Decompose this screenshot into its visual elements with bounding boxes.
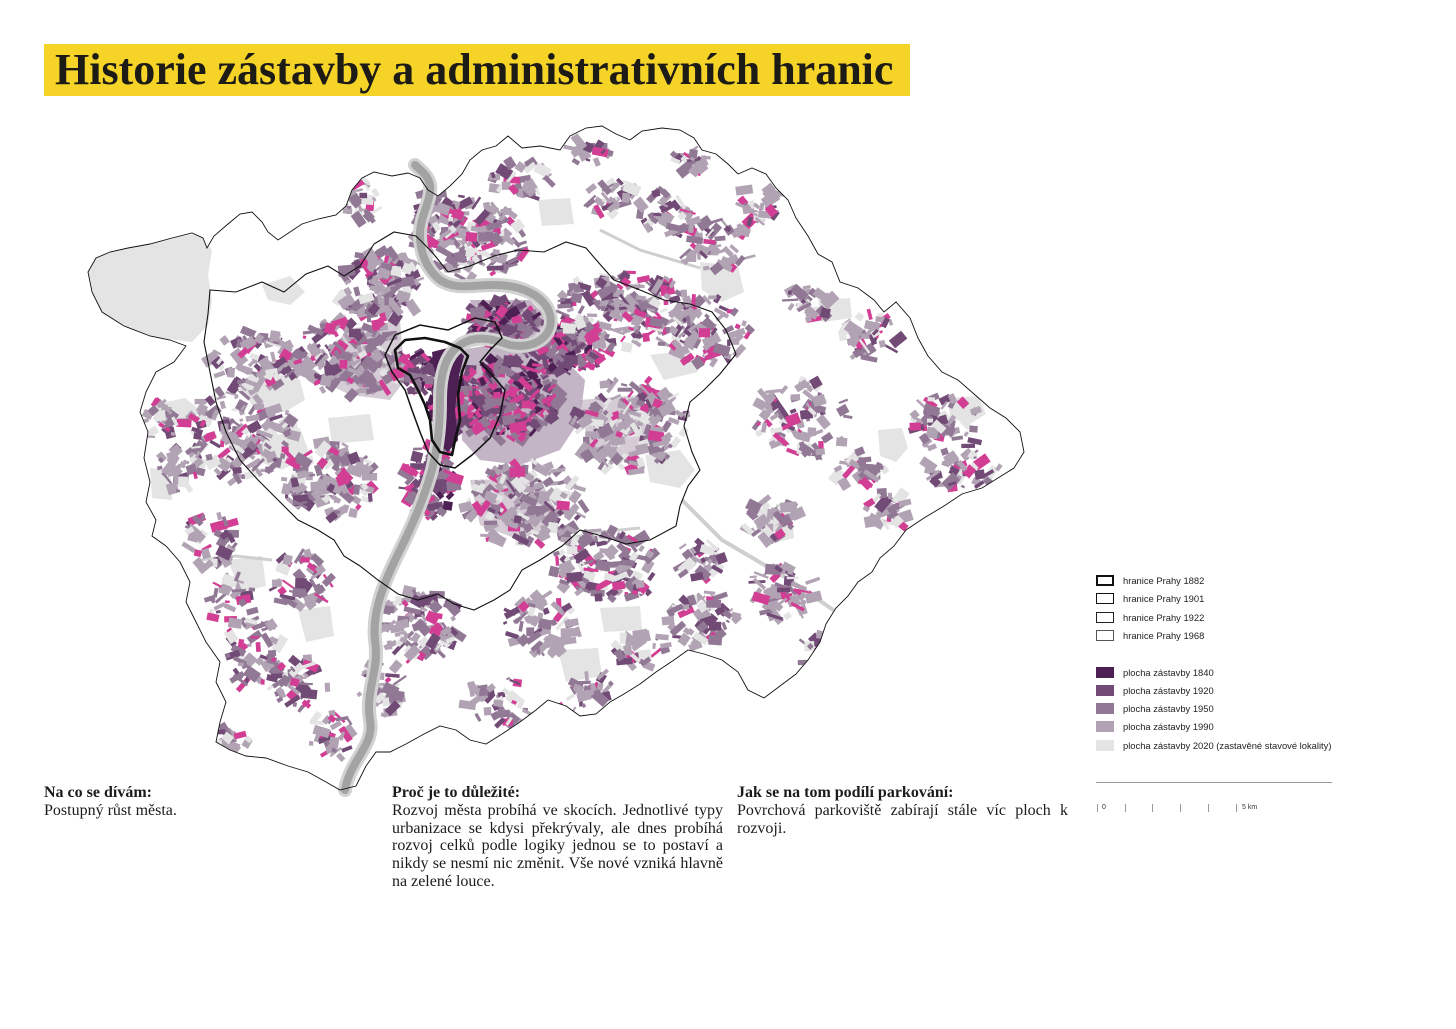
legend-label: plocha zástavby 1920 bbox=[1123, 684, 1214, 696]
built-up-patch bbox=[498, 465, 503, 470]
built-up-patch bbox=[655, 634, 669, 641]
built-up-patch bbox=[553, 706, 559, 710]
built-up-patch bbox=[714, 236, 725, 242]
built-up-patch bbox=[780, 501, 797, 512]
legend-label: hranice Prahy 1901 bbox=[1123, 592, 1205, 604]
built-up-patch bbox=[601, 306, 605, 311]
legend-swatch bbox=[1096, 630, 1114, 641]
built-up-patch bbox=[829, 646, 838, 655]
section-why-important bbox=[392, 784, 723, 891]
legend-swatch bbox=[1096, 685, 1114, 696]
scale-label-end: 5 km bbox=[1242, 804, 1258, 811]
legend-swatch bbox=[1096, 740, 1114, 751]
legend-label: hranice Prahy 1922 bbox=[1123, 611, 1205, 623]
built-up-patch bbox=[251, 636, 259, 639]
built-up-patch bbox=[825, 639, 831, 646]
built-up-patch bbox=[261, 679, 265, 685]
legend-item-boundary-1922 bbox=[1096, 611, 1204, 623]
built-up-patch bbox=[633, 338, 639, 341]
legend-item-boundary-1968 bbox=[1096, 629, 1204, 641]
legend-swatch bbox=[1096, 593, 1114, 604]
legend-swatch bbox=[1096, 703, 1114, 714]
built-up-patch bbox=[493, 363, 499, 371]
built-up-patch bbox=[193, 432, 202, 440]
built-up-patch bbox=[706, 600, 721, 608]
built-up-patch bbox=[827, 660, 835, 667]
built-up-patch bbox=[831, 643, 839, 651]
built-up-patch bbox=[391, 266, 402, 276]
built-up-patch bbox=[382, 697, 389, 706]
built-up-patch bbox=[969, 426, 978, 433]
built-up-patch bbox=[860, 333, 869, 339]
built-up-patch bbox=[563, 324, 575, 333]
built-up-patch bbox=[493, 699, 503, 707]
scale-tick bbox=[1180, 804, 1181, 812]
legend-label: plocha zástavby 1840 bbox=[1123, 666, 1214, 678]
built-up-patch bbox=[830, 670, 844, 679]
built-up-patch bbox=[594, 593, 602, 602]
built-up-patch bbox=[413, 447, 422, 450]
built-up-patch bbox=[615, 583, 625, 586]
built-up-patch bbox=[200, 514, 205, 520]
built-up-patch bbox=[249, 587, 255, 591]
built-up-patch bbox=[567, 546, 578, 554]
built-up-patch bbox=[691, 294, 695, 305]
built-up-patch bbox=[556, 501, 570, 511]
built-up-patch bbox=[484, 707, 492, 716]
built-up-patch bbox=[820, 641, 838, 654]
built-up-patch bbox=[384, 296, 389, 305]
built-up-patch bbox=[353, 484, 360, 494]
built-up-patch bbox=[840, 658, 856, 670]
built-up-patch bbox=[561, 628, 578, 637]
built-up-patch bbox=[827, 653, 838, 663]
built-up-patch bbox=[509, 467, 525, 477]
built-up-2020-area bbox=[538, 198, 574, 226]
built-up-patch bbox=[325, 683, 331, 692]
built-up-patch bbox=[178, 476, 189, 487]
built-up-patch bbox=[652, 643, 655, 649]
built-up-patch bbox=[836, 437, 848, 446]
built-up-patch bbox=[484, 520, 497, 525]
built-up-patch bbox=[443, 501, 453, 511]
built-up-patch bbox=[877, 313, 884, 316]
built-up-patch bbox=[214, 729, 225, 734]
built-up-patch bbox=[689, 149, 698, 159]
scale-tick bbox=[1097, 804, 1098, 812]
legend-swatch bbox=[1096, 575, 1114, 586]
built-up-patch bbox=[826, 665, 843, 682]
built-up-patch bbox=[618, 388, 633, 392]
section-heading: Proč je to důležité: bbox=[392, 784, 521, 801]
built-up-patch bbox=[635, 320, 639, 328]
built-up-patch bbox=[826, 671, 843, 680]
built-up-patch bbox=[541, 718, 557, 730]
built-up-patch bbox=[225, 601, 230, 603]
scale-tick bbox=[1208, 804, 1209, 812]
built-up-patch bbox=[787, 577, 799, 580]
legend-item-boundary-1882 bbox=[1096, 574, 1204, 586]
built-up-patch bbox=[927, 397, 935, 402]
built-up-patch bbox=[228, 618, 243, 629]
built-up-patch bbox=[487, 265, 504, 271]
built-up-patch bbox=[810, 661, 824, 675]
built-up-patch bbox=[493, 392, 501, 399]
section-body: Povrchová parkoviště zabírají stále víc ploch k rozvoji. bbox=[737, 801, 1068, 837]
built-up-patch bbox=[820, 668, 832, 680]
section-heading: Jak se na tom podílí parkování: bbox=[737, 784, 954, 801]
built-up-patch bbox=[254, 403, 264, 410]
built-up-patch bbox=[688, 225, 693, 233]
built-up-patch bbox=[300, 557, 309, 563]
built-up-patch bbox=[658, 342, 665, 346]
built-up-patch bbox=[281, 477, 287, 482]
airport-area bbox=[86, 234, 212, 342]
built-up-patch bbox=[850, 648, 857, 659]
scale-tick bbox=[1125, 804, 1126, 812]
built-up-patch bbox=[831, 647, 840, 657]
built-up-patch bbox=[820, 307, 831, 318]
built-up-patch bbox=[910, 423, 921, 431]
built-up-patch bbox=[300, 688, 317, 699]
built-up-patch bbox=[791, 394, 801, 400]
built-up-patch bbox=[513, 515, 521, 524]
built-up-patch bbox=[788, 291, 792, 295]
built-up-patch bbox=[532, 713, 550, 728]
built-up-patch bbox=[777, 588, 790, 593]
built-up-patch bbox=[815, 646, 830, 661]
built-up-patch bbox=[832, 624, 851, 641]
built-up-patch bbox=[820, 654, 827, 662]
page-title: Historie zástavby a administrativních hranic bbox=[55, 45, 894, 94]
legend-swatch bbox=[1096, 612, 1114, 623]
built-up-patch bbox=[841, 660, 853, 672]
built-up-patch bbox=[841, 631, 853, 640]
built-up-patch bbox=[503, 355, 521, 367]
section-body: Postupný růst města. bbox=[44, 801, 177, 819]
built-up-patch bbox=[554, 729, 570, 740]
legend-item-area-1990 bbox=[1096, 720, 1214, 732]
built-up-patch bbox=[699, 328, 710, 337]
built-up-patch bbox=[562, 716, 570, 725]
scale-label-start: 0 bbox=[1102, 804, 1106, 811]
legend-item-area-1950 bbox=[1096, 702, 1214, 714]
built-up-patch bbox=[339, 360, 348, 369]
built-up-patch bbox=[839, 663, 847, 667]
built-up-patch bbox=[820, 661, 839, 676]
built-up-patch bbox=[664, 215, 667, 220]
built-up-patch bbox=[387, 640, 393, 649]
built-up-patch bbox=[666, 327, 671, 331]
built-up-patch bbox=[535, 711, 551, 727]
built-up-patch bbox=[359, 193, 367, 198]
legend-item-boundary-1901 bbox=[1096, 592, 1204, 604]
built-up-patch bbox=[465, 232, 477, 242]
built-up-patch bbox=[574, 284, 581, 292]
built-up-patch bbox=[708, 295, 717, 299]
built-up-patch bbox=[238, 662, 244, 666]
built-up-2020-area bbox=[600, 606, 642, 632]
built-up-patch bbox=[847, 637, 856, 646]
legend-label: plocha zástavby 1950 bbox=[1123, 702, 1214, 714]
built-up-patch bbox=[836, 652, 843, 660]
legend-label: hranice Prahy 1882 bbox=[1123, 574, 1205, 586]
legend-item-area-1920 bbox=[1096, 684, 1214, 696]
legend-label: plocha zástavby 1990 bbox=[1123, 720, 1214, 732]
built-up-patch bbox=[927, 419, 933, 423]
built-up-patch bbox=[176, 419, 191, 428]
scale-tick bbox=[1236, 804, 1237, 812]
section-body: Rozvoj města probíhá ve skocích. Jednotlivé typy urbanizace se kdysi překrývaly, ale dnes probíhá rozvoj celků podle logiky jednou se to postaví a nikdy se nesmí nic změnit. Vše nové vzniká hlavně na zelené louce. bbox=[392, 801, 723, 890]
built-up-patch bbox=[837, 648, 844, 655]
built-up-patch bbox=[622, 193, 630, 203]
built-up-patch bbox=[280, 453, 285, 459]
built-up-patch bbox=[498, 710, 510, 718]
built-up-patch bbox=[661, 616, 674, 626]
built-up-patch bbox=[829, 651, 844, 662]
map-legend bbox=[1096, 0, 1346, 760]
built-up-patch bbox=[824, 637, 838, 647]
built-up-patch bbox=[563, 727, 574, 737]
built-up-patch bbox=[708, 635, 722, 646]
built-up-patch bbox=[681, 289, 688, 297]
built-up-patch bbox=[336, 191, 347, 196]
legend-separator bbox=[1096, 782, 1332, 783]
built-up-2020-area bbox=[328, 414, 374, 444]
built-up-patch bbox=[818, 668, 830, 679]
built-up-patch bbox=[227, 367, 235, 377]
section-heading: Na co se dívám: bbox=[44, 784, 152, 801]
built-up-patch bbox=[309, 741, 314, 746]
built-up-patch bbox=[961, 444, 975, 448]
built-up-patch bbox=[587, 313, 597, 317]
built-up-patch bbox=[974, 469, 985, 479]
built-up-patch bbox=[209, 739, 222, 746]
built-up-patch bbox=[395, 596, 402, 605]
built-up-patch bbox=[540, 715, 558, 732]
built-up-patch bbox=[787, 572, 793, 574]
legend-swatch bbox=[1096, 667, 1114, 678]
built-up-patch bbox=[834, 659, 848, 670]
built-up-patch bbox=[816, 646, 827, 655]
built-up-patch bbox=[815, 448, 825, 455]
built-up-patch bbox=[839, 657, 846, 664]
built-up-patch bbox=[256, 642, 261, 652]
built-up-patch bbox=[174, 477, 179, 485]
built-up-patch bbox=[568, 715, 580, 728]
legend-label: plocha zástavby 2020 (zastavěné stavové lokality) bbox=[1123, 739, 1332, 751]
built-up-patch bbox=[295, 578, 307, 589]
built-up-patch bbox=[844, 658, 853, 663]
section-parking bbox=[737, 784, 1068, 837]
built-up-patch bbox=[543, 725, 554, 736]
built-up-patch bbox=[271, 673, 283, 678]
built-up-patch bbox=[831, 628, 845, 643]
built-up-patch bbox=[888, 493, 892, 499]
built-up-patch bbox=[566, 572, 582, 583]
built-up-patch bbox=[368, 493, 373, 502]
built-up-patch bbox=[599, 380, 610, 388]
built-up-patch bbox=[830, 648, 842, 661]
scale-tick bbox=[1152, 804, 1153, 812]
built-up-patch bbox=[819, 669, 825, 674]
built-up-patch bbox=[578, 681, 591, 685]
section-what-am-i-looking-at bbox=[44, 784, 375, 820]
built-up-patch bbox=[543, 726, 553, 735]
built-up-patch bbox=[585, 431, 597, 437]
built-up-patch bbox=[664, 300, 669, 305]
legend-swatch bbox=[1096, 721, 1114, 732]
built-up-patch bbox=[343, 208, 353, 214]
legend-item-area-2020 bbox=[1096, 739, 1331, 751]
legend-item-area-1840 bbox=[1096, 666, 1214, 678]
built-up-patch bbox=[233, 467, 242, 474]
legend-label: hranice Prahy 1968 bbox=[1123, 629, 1205, 641]
built-up-patch bbox=[621, 342, 633, 353]
built-up-patch bbox=[400, 634, 404, 637]
